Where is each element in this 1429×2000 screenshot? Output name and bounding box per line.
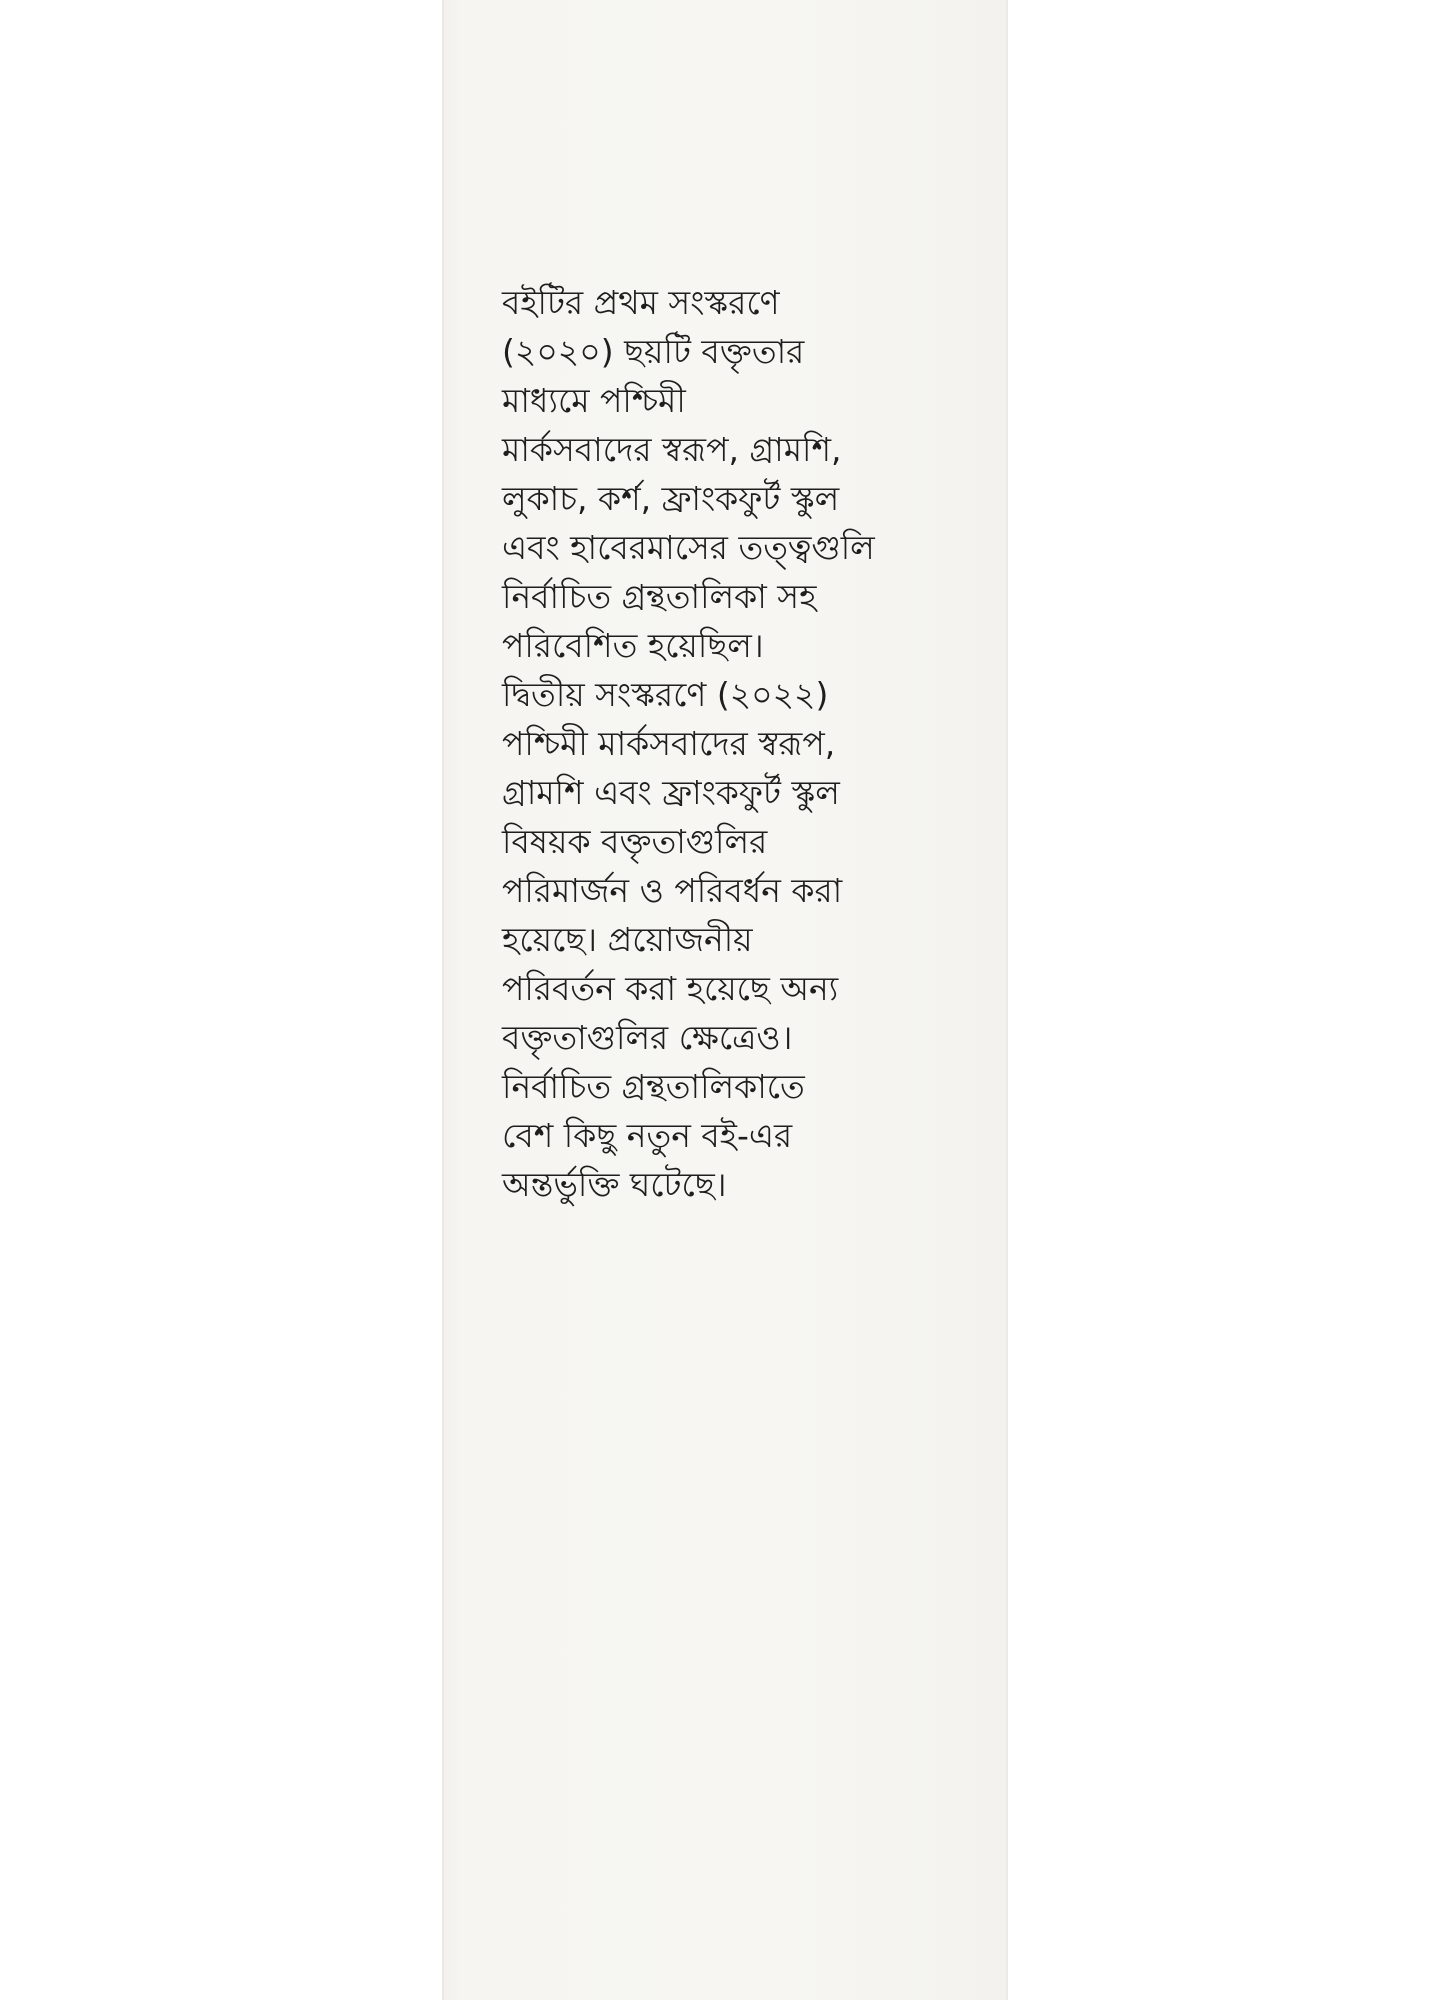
book-flap-right-edge bbox=[1006, 0, 1008, 2000]
blurb-line: নির্বাচিত গ্রন্থতালিকা সহ bbox=[502, 577, 817, 616]
blurb-line: বইটির প্রথম সংস্করণে bbox=[502, 283, 780, 322]
blurb-line: মাধ্যমে পশ্চিমী bbox=[502, 381, 686, 420]
blurb-line: পরিমার্জন ও পরিবর্ধন করা bbox=[502, 871, 843, 910]
blurb-line: (২০২০) ছয়টি বক্তৃতার bbox=[502, 332, 805, 371]
blurb-line: বিষয়ক বক্তৃতাগুলির bbox=[502, 822, 768, 861]
blurb-line: গ্রামশি এবং ফ্রাংকফুর্ট স্কুল bbox=[502, 773, 840, 812]
blurb-line: নির্বাচিত গ্রন্থতালিকাতে bbox=[502, 1067, 805, 1106]
blurb-line: অন্তর্ভুক্তি ঘটেছে। bbox=[502, 1165, 727, 1204]
blurb-line: পশ্চিমী মার্কসবাদের স্বরূপ, bbox=[502, 724, 836, 763]
blurb-line: দ্বিতীয় সংস্করণে (২০২২) bbox=[502, 675, 829, 714]
blurb-line: হয়েছে। প্রয়োজনীয় bbox=[502, 920, 753, 959]
book-flap-left-edge bbox=[442, 0, 444, 2000]
blurb-line: এবং হাবেরমাসের তত্ত্বগুলি bbox=[502, 528, 875, 567]
blurb-line: লুকাচ, কর্শ, ফ্রাংকফুর্ট স্কুল bbox=[502, 479, 840, 518]
blurb-line: পরিবর্তন করা হয়েছে অন্য bbox=[502, 969, 839, 1008]
blurb-line: বক্তৃতাগুলির ক্ষেত্রেও। bbox=[502, 1018, 793, 1057]
blurb-line: মার্কসবাদের স্বরূপ, গ্রামশি, bbox=[502, 430, 842, 469]
edition-blurb bbox=[502, 278, 972, 1209]
blurb-line: পরিবেশিত হয়েছিল। bbox=[502, 626, 764, 665]
blurb-line: বেশ কিছু নতুন বই-এর bbox=[502, 1116, 793, 1155]
